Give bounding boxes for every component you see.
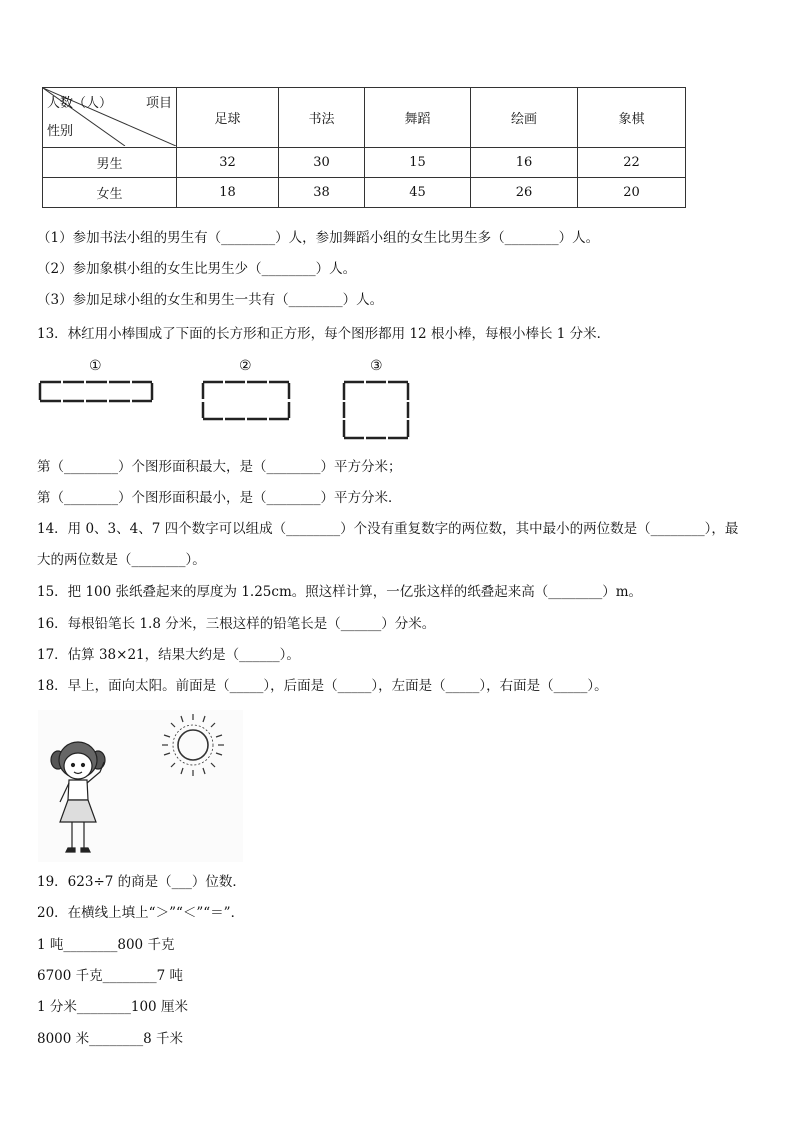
question-14-line-2: 大的两位数是（________）。	[37, 552, 206, 568]
column-header: 书法	[279, 88, 365, 148]
corner-count-label: 人数（人）	[47, 96, 113, 111]
question-15: 15．把 100 张纸叠起来的厚度为 1.25cm。照这样计算，一亿张这样的纸叠起来高（________）m。	[37, 584, 643, 600]
corner-item-label: 项目	[145, 96, 172, 111]
shape-label-3: ③	[370, 358, 383, 374]
table-cell: 38	[279, 178, 365, 208]
table-cell: 30	[279, 148, 365, 178]
row-label: 女生	[43, 178, 177, 208]
table-cell: 16	[471, 148, 578, 178]
question-13: 13．林红用小棒围成了下面的长方形和正方形，每个图形都用 12 根小棒，每根小棒长 1 分米．	[37, 326, 611, 342]
shape-label-1: ①	[89, 358, 102, 374]
table-cell: 22	[578, 148, 686, 178]
compare-item: 8000 米________8 千米	[37, 1031, 184, 1047]
table-cell: 18	[177, 178, 279, 208]
table-row	[43, 148, 686, 178]
corner-gender-label: 性别	[47, 124, 74, 139]
rectangle-4x2	[199, 378, 295, 424]
row-label: 男生	[43, 148, 177, 178]
question-13-a: 第（________）个图形面积最大，是（________）平方分米；	[37, 459, 402, 475]
table-corner-cell	[43, 88, 177, 148]
table-row	[43, 178, 686, 208]
compare-item: 1 吨________800 千克	[37, 937, 175, 953]
rectangle-5x1	[36, 378, 156, 406]
compare-item: 1 分米________100 厘米	[37, 999, 188, 1015]
question-20: 20．在横线上填上“＞”“＜”“＝”．	[37, 905, 245, 921]
table-cell: 45	[365, 178, 471, 208]
column-header: 象棋	[578, 88, 686, 148]
square-3x3	[340, 378, 414, 442]
table-cell: 15	[365, 148, 471, 178]
survey-table	[42, 87, 686, 208]
table-cell: 20	[578, 178, 686, 208]
question-17: 17．估算 38×21，结果大约是（______）。	[37, 647, 300, 663]
question-18: 18．早上，面向太阳。前面是（_____），后面是（_____），左面是（_____），右面是（_____）。	[37, 678, 608, 694]
question-16: 16．每根铅笔长 1.8 分米，三根这样的铅笔长是（______）分米。	[37, 616, 436, 632]
shape-label-2: ②	[239, 358, 252, 374]
compare-item: 6700 千克________7 吨	[37, 968, 184, 984]
column-header: 舞蹈	[365, 88, 471, 148]
table-cell: 32	[177, 148, 279, 178]
question-12-2: （2）参加象棋小组的女生比男生少（________）人。	[37, 261, 357, 277]
question-12-1: （1）参加书法小组的男生有（________）人，参加舞蹈小组的女生比男生多（________）人。	[37, 230, 600, 246]
table-cell: 26	[471, 178, 578, 208]
question-14-line-1: 14．用 0、3、4、7 四个数字可以组成（________）个没有重复数字的两位数，其中最小的两位数是（________），最	[37, 521, 739, 537]
girl-and-sun-illustration	[38, 710, 243, 862]
question-13-b: 第（________）个图形面积最小，是（________）平方分米．	[37, 490, 402, 506]
column-header: 足球	[177, 88, 279, 148]
question-19: 19．623÷7 的商是（___）位数．	[37, 874, 246, 890]
column-header: 绘画	[471, 88, 578, 148]
question-12-3: （3）参加足球小组的女生和男生一共有（________）人。	[37, 292, 384, 308]
